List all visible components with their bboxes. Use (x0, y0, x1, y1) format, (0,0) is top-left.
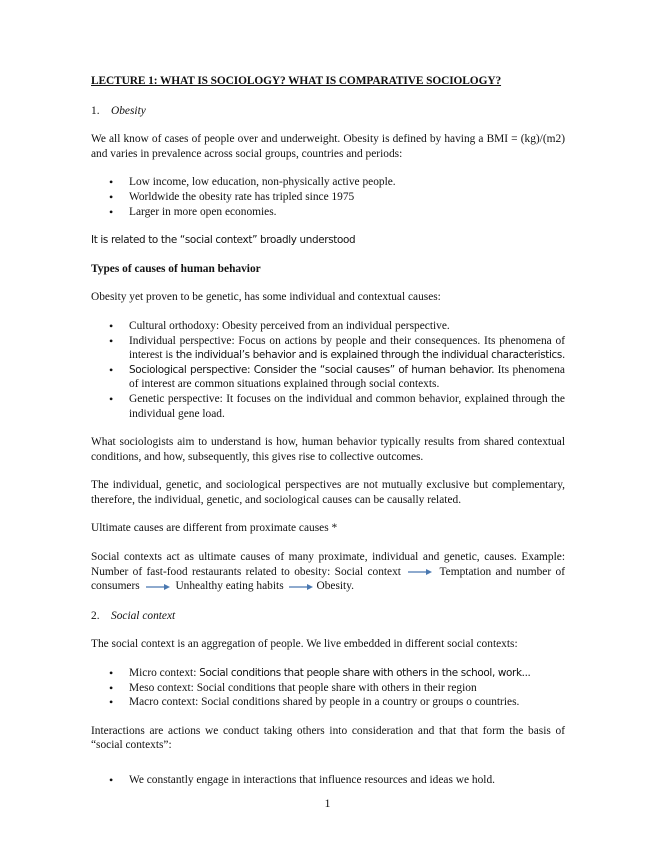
paragraph-obesity-intro: We all know of cases of people over and underweight. Obesity is defined by having a BMI = (kg)/(m2) and varies in prevalence across social groups, countries and periods: (91, 133, 565, 160)
document-page (91, 74, 565, 788)
micro-text-highlight: Social conditions that people share with others in the school, work... (199, 667, 531, 680)
micro-label: Micro context: (129, 667, 200, 680)
interactions-list (91, 773, 565, 788)
list-item-genetic: • Genetic perspective: It focuses on the individual and common behavior, explained through the individual gene load. (91, 392, 565, 421)
section-heading-obesity (91, 104, 565, 119)
individual-text-highlight: the individual’s behavior and is explained through the individual characteristics. (175, 349, 565, 362)
example-part-1: Social contexts act as ultimate causes of many proximate, individual and genetic, causes. Example: Number of fast-food restaurants related to obesity: Social context (91, 551, 565, 578)
section-heading-social-context (91, 609, 565, 624)
arrow-right-icon (145, 583, 171, 591)
heading-types-of-causes: Types of causes of human behavior (91, 262, 261, 275)
section-number: 1. (91, 104, 100, 117)
section-label: Obesity (111, 104, 146, 117)
individual-text: Individual perspective: Focus on actions by people and their consequences. Its phenomena of interest is (129, 334, 565, 362)
list-item-micro (91, 666, 565, 681)
paragraph-aggregation: The social context is an aggregation of people. We live embedded in different social contexts: (91, 638, 518, 651)
section-number: 2. (91, 609, 100, 622)
example-part-3: Unhealthy eating habits (175, 580, 284, 593)
lecture-title: LECTURE 1: WHAT IS SOCIOLOGY? WHAT IS COMPARATIVE SOCIOLOGY? (91, 75, 502, 87)
paragraph-interactions: Interactions are actions we conduct taking others into consideration and that that form the basis of “social contexts”: (91, 724, 565, 752)
paragraph-complementary: The individual, genetic, and sociological perspectives are not mutually exclusive but complementary, therefore, the individual, genetic, and sociological causes can be causally related. (91, 479, 565, 506)
list-item: • Worldwide the obesity rate has tripled since 1975 (91, 190, 565, 205)
perspectives-list (91, 319, 565, 421)
paragraph-example (91, 550, 565, 594)
list-item-sociological (91, 363, 565, 392)
list-item: • We constantly engage in interactions that influence resources and ideas we hold. (91, 773, 565, 788)
arrow-right-icon (288, 583, 314, 591)
paragraph-social-context: It is related to the “social context” broadly understood (91, 234, 356, 247)
contexts-list (91, 666, 565, 710)
paragraph-yet-proven: Obesity yet proven to be genetic, has some individual and contextual causes: (91, 291, 441, 304)
list-item-meso: • Meso context: Social conditions that people share with others in their region (91, 681, 565, 696)
list-item-individual (91, 334, 565, 363)
page-number: 1 (324, 796, 331, 810)
sociological-text: Its phenomena of interest are common situations explained through social contexts. (129, 363, 565, 391)
list-item: • Larger in more open economies. (91, 205, 565, 220)
obesity-bullet-list (91, 175, 565, 219)
section-label: Social context (111, 609, 176, 622)
list-item: • Low income, low education, non-physically active people. (91, 175, 565, 190)
list-item-macro: • Macro context: Social conditions shared by people in a country or groups o countries. (91, 695, 565, 710)
example-part-4: Obesity. (316, 580, 355, 593)
paragraph-aim: What sociologists aim to understand is how, human behavior typically results from shared contextual conditions, and how, subsequently, this gives rise to collective outcomes. (91, 436, 565, 463)
sociological-text-highlight: Sociological perspective: Consider the “social causes” of human behavior. (129, 363, 495, 376)
example-part-2: Temptation and number of consumers (91, 565, 565, 593)
paragraph-ultimate: Ultimate causes are different from proximate causes * (91, 522, 338, 535)
arrow-right-icon (407, 568, 433, 576)
list-item-cultural: • Cultural orthodoxy: Obesity perceived from an individual perspective. (91, 319, 565, 334)
